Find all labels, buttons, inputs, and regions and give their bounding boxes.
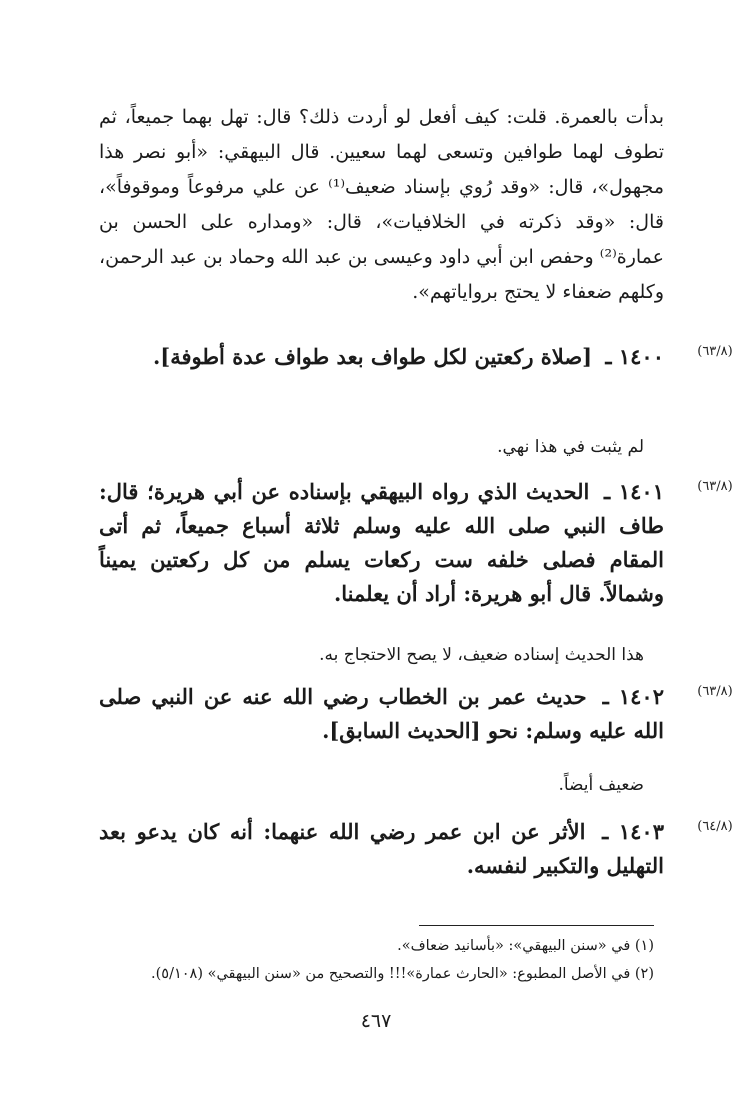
entry-number: ١٤٠٣ ـ: [602, 819, 664, 844]
entry-1401: [99, 475, 733, 611]
entry-text: [صلاة ركعتين لكل طواف بعد طواف عدة أطوفة].: [152, 344, 593, 369]
entry-reference: (٦٣/٨): [697, 344, 733, 359]
entry-1402: [99, 680, 733, 748]
entry-body: [99, 475, 664, 611]
entry-number: ١٤٠٢ ـ: [602, 684, 664, 709]
footnote-1: (١) في «سنن البيهقي»: «بأسانيد ضعاف».: [397, 938, 654, 954]
entry-1402-note: ضعيف أيضاً.: [558, 775, 644, 795]
entry-1400-note: لم يثبت في هذا نهي.: [497, 437, 644, 457]
entry-body: [99, 680, 664, 748]
page-number: ٤٦٧: [360, 1010, 392, 1032]
entry-1401-note: هذا الحديث إسناده ضعيف، لا يصح الاحتجاج به.: [319, 645, 644, 665]
entry-text: الأثر عن ابن عمر رضي الله عنهما: أنه كان يدعو بعد التهليل والتكبير لنفسه.: [99, 819, 664, 878]
entry-reference: (٦٣/٨): [697, 684, 733, 699]
entry-body: [99, 815, 664, 883]
footnote-2: (٢) في الأصل المطبوع: «الحارث عمارة»!!! والتصحيح من «سنن البيهقي» (٥/١٠٨).: [151, 966, 654, 982]
entry-reference: (٦٣/٨): [697, 479, 733, 494]
entry-number: ١٤٠٠ ـ: [605, 344, 664, 369]
entry-reference: (٦٤/٨): [697, 819, 733, 834]
entry-1403: [99, 815, 733, 883]
footnote-separator: [419, 925, 654, 926]
entry-body: [99, 340, 664, 374]
entry-number: ١٤٠١ ـ: [604, 479, 664, 504]
entry-1400: [99, 340, 733, 374]
entry-text: الحديث الذي رواه البيهقي بإسناده عن أبي هريرة؛ قال: طاف النبي صلى الله عليه وسلم ثلاثة أسباع جميعاً، ثم أتى المقام فصلى خلفه ست ركعات يسلم من كل ركعتين يميناً وشمالاً. قال أبو هريرة: أراد أن يعلمنا.: [99, 479, 664, 606]
entry-text: حديث عمر بن الخطاب رضي الله عنه عن النبي صلى الله عليه وسلم: نحو [الحديث السابق].: [99, 684, 664, 743]
continuation-paragraph: بدأت بالعمرة. قلت: كيف أفعل لو أردت ذلك؟ قال: تهل بهما جميعاً، ثم تطوف لهما طوافين وتسعى لهما سعيين. قال البيهقي: «أبو نصر هذا مجهول»، قال: «وقد رُوي بإسناد ضعيف⁽¹⁾ عن علي مرفوعاً وموقوفاً»، قال: «وقد ذكرته في الخلافيات»، قال: «ومداره على الحسن بن عمارة⁽²⁾ وحفص ابن أبي داود وعيسى بن عبد الله وحماد بن عبد الرحمن، وكلهم ضعفاء لا يحتج برواياتهم».: [99, 106, 664, 303]
